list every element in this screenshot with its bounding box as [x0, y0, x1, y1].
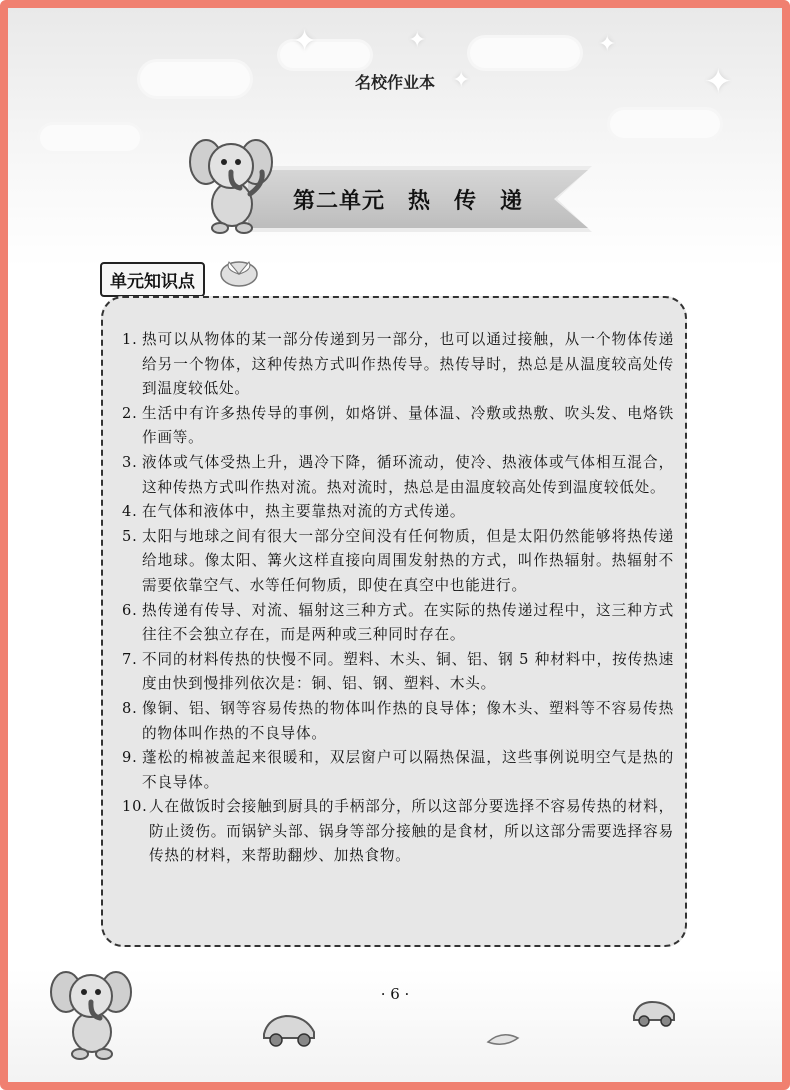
header-title: 名校作业本 [354, 73, 435, 92]
list-item: 5. 太阳与地球之间有很大一部分空间没有任何物质，但是太阳仍然能够将热传递给地球。像太阳、篝火这样直接向周围发射热的方式，叫作热辐射。热辐射不需要依靠空气、水等任何物质，即使在真空中也能进行。 [122, 527, 674, 594]
star-icon: ✦ [452, 68, 471, 93]
cloud-icon [470, 38, 580, 68]
section-label: 单元知识点 [100, 262, 205, 297]
list-item: 9. 蓬松的棉被盖起来很暖和，双层窗户可以隔热保温，这些事例说明空气是热的不良导体。 [122, 749, 674, 791]
star-icon: ✦ [408, 28, 427, 53]
list-item: 7. 不同的材料传热的快慢不同。塑料、木头、铜、铝、钢 5 种材料中，按传热速度由快到慢排列依次是：铜、铝、钢、塑料、木头。 [122, 650, 674, 693]
page-number: · 6 · [380, 985, 410, 1003]
list-item: 10. 人在做饭时会接触到厨具的手柄部分，所以这部分要选择不容易传热的材料，防止烫伤。而锅铲头部、锅身等部分接触的是食材，所以这部分需要选择容易传热的材料，来帮助翻炒、加热食物。 [122, 798, 674, 865]
star-icon: ✦ [598, 32, 617, 57]
unit-title: 第二单元 热 传 递 [292, 188, 523, 214]
list-item: 6. 热传递有传导、对流、辐射这三种方式。在实际的热传递过程中，这三种方式往往不会独立存在，而是两种或三种同时存在。 [122, 601, 674, 644]
list-item: 1. 热可以从物体的某一部分传递到另一部分，也可以通过接触，从一个物体传递给另一个物体，这种传热方式叫作热传导。热传导时，热总是从温度较高处传到温度较低处。 [122, 331, 674, 398]
list-item: 4. 在气体和液体中，热主要靠热对流的方式传递。 [122, 503, 466, 521]
list-item: 2. 生活中有许多热传导的事例，如烙饼、量体温、冷敷或热敷、吹头发、电烙铁作画等。 [122, 404, 674, 447]
list-item: 3. 液体或气体受热上升，遇冷下降，循环流动，使冷、热液体或气体相互混合，这种传热方式叫作热对流。热对流时，热总是由温度较高处传到温度较低处。 [122, 453, 674, 496]
cloud-icon [40, 125, 140, 151]
elephant-mascot-icon [48, 960, 132, 1064]
star-icon: ✦ [704, 62, 733, 102]
toy-car-icon [258, 1008, 320, 1048]
butterfly-icon [219, 254, 259, 288]
knowledge-list [122, 328, 674, 869]
leaf-icon [486, 1030, 520, 1048]
list-item: 8. 像铜、铝、钢等容易传热的物体叫作热的良导体；像木头、塑料等不容易传热的物体叫作热的不良导体。 [122, 699, 674, 742]
elephant-mascot-icon [186, 128, 274, 238]
toy-car-icon [630, 996, 678, 1028]
cloud-icon [610, 110, 720, 138]
star-icon: ✦ [292, 24, 318, 59]
